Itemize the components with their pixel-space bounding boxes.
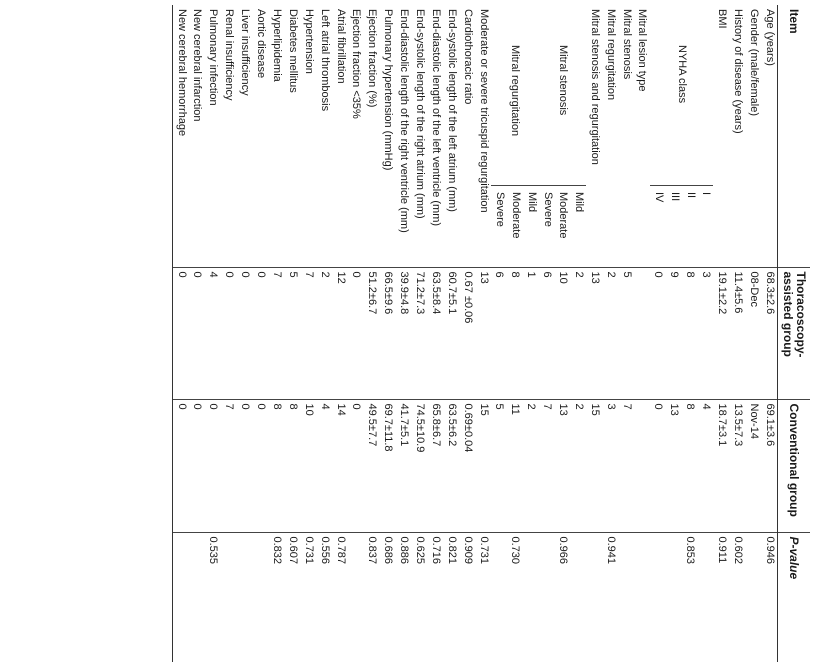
cell-p-value: 0.731 [477, 536, 490, 565]
cell-p-value [539, 532, 555, 662]
row-label: New cerebral hemorrhage [173, 5, 189, 267]
row-label: Atrial fibrillation [332, 5, 348, 267]
row-label: Mitral regurgitation [602, 5, 618, 267]
cell-thoracoscopy: 19.1±2.2 [713, 267, 729, 399]
cell-p-value [523, 532, 539, 662]
cell-p-value [634, 532, 650, 662]
cell-conventional: 5 [491, 399, 507, 532]
cell-p-value: 0.909 [461, 536, 474, 565]
cell-p-value: 0.821 [445, 536, 458, 565]
row-label: Ejection fraction <35% [348, 5, 364, 267]
table-row [316, 5, 332, 662]
table-row [253, 5, 269, 662]
cell-p-value [189, 532, 205, 662]
cell-thoracoscopy: 51.2±6.7 [364, 267, 380, 399]
cell-conventional: 0.69±0.04 [459, 399, 475, 532]
row-label: BMI [713, 5, 729, 267]
row-sublevels [650, 185, 714, 267]
cell-thoracoscopy: 08-Dec [745, 267, 761, 399]
cell-conventional: 7 [539, 399, 555, 532]
cell-conventional: 7 [221, 399, 237, 532]
cell-thoracoscopy: 68.3±2.6 [761, 267, 777, 399]
table-row [300, 5, 316, 662]
cell-p-value: 0.625 [413, 536, 426, 565]
table-row [443, 5, 459, 662]
row-label: Aortic disease [253, 5, 269, 267]
cell-conventional: 74.5±10.9 [412, 399, 428, 532]
cell-p-value [237, 532, 253, 662]
cell-thoracoscopy: 7 [269, 267, 285, 399]
header-p-value: P-value [778, 532, 811, 662]
table-row [284, 5, 300, 662]
table-row [713, 5, 729, 662]
row-label: Cardiothoracic ratio [459, 5, 475, 267]
row-group-label: Mitral stenosis [556, 45, 569, 116]
cell-thoracoscopy: 6 [491, 267, 507, 399]
table-row [570, 5, 586, 662]
row-label: Liver insufficiency [237, 5, 253, 267]
cell-p-value [491, 532, 507, 662]
row-sublevel-label: Moderate [557, 192, 570, 239]
table-row [586, 5, 602, 662]
cell-p-value: 0.886 [398, 536, 411, 565]
row-label: Hypertension [300, 5, 316, 267]
cell-p-value: 0.832 [270, 536, 283, 565]
row-label: Ejection fraction (%) [364, 5, 380, 267]
cell-thoracoscopy: 0 [173, 267, 189, 399]
cell-thoracoscopy: 39.9±4.8 [396, 267, 412, 399]
cell-thoracoscopy: 0 [253, 267, 269, 399]
row-group-label: NYHA class [676, 45, 689, 104]
cell-conventional: 15 [586, 399, 602, 532]
cell-thoracoscopy: 5 [618, 267, 634, 399]
cell-thoracoscopy: 60.7±5.1 [443, 267, 459, 399]
cell-thoracoscopy: 0 [189, 267, 205, 399]
row-sublevel-label: IV [652, 192, 665, 203]
row-label: End-diastolic length of the right ventricle (mm) [396, 5, 412, 267]
cell-p-value [745, 532, 761, 662]
table-body [173, 5, 778, 662]
cell-p-value: 0.853 [684, 536, 697, 565]
row-label: Gender (male/female) [745, 5, 761, 267]
cell-thoracoscopy: 12 [332, 267, 348, 399]
cell-p-value [173, 532, 189, 662]
row-sublevel-label: Mild [573, 192, 586, 213]
cell-thoracoscopy: 13 [586, 267, 602, 399]
cell-conventional: 0 [650, 399, 666, 532]
cell-conventional: 0 [253, 399, 269, 532]
cell-p-value [618, 532, 634, 662]
row-label: Renal insufficiency [221, 5, 237, 267]
cell-p-value: 0.966 [556, 536, 569, 565]
row-label: Hyperlipidemia [269, 5, 285, 267]
cell-conventional: 8 [682, 399, 698, 532]
cell-conventional: 13 [555, 399, 571, 532]
cell-p-value [666, 532, 682, 662]
cell-p-value: 0.941 [604, 536, 617, 565]
table-row [364, 5, 380, 662]
cell-thoracoscopy: 66.5±9.6 [380, 267, 396, 399]
cell-conventional: 18.7±3.1 [713, 399, 729, 532]
table-row [602, 5, 618, 662]
cell-conventional: 0 [173, 399, 189, 532]
cell-p-value: 0.602 [731, 536, 744, 565]
cell-thoracoscopy: 63.5±8.4 [427, 267, 443, 399]
cell-conventional: 65.8±6.7 [427, 399, 443, 532]
cell-conventional: 8 [269, 399, 285, 532]
cell-conventional: 15 [475, 399, 491, 532]
row-label: History of disease (years) [729, 5, 745, 267]
row-label: Left atrial thrombosis [316, 5, 332, 267]
cell-thoracoscopy [634, 267, 650, 399]
cell-thoracoscopy: 10 [555, 267, 571, 399]
table-row [523, 5, 539, 662]
cell-thoracoscopy: 2 [602, 267, 618, 399]
cell-conventional: 2 [523, 399, 539, 532]
table-row [237, 5, 253, 662]
row-sublevel-label: I [700, 192, 713, 196]
nyha-group-cell [650, 5, 714, 267]
cell-p-value [698, 532, 714, 662]
table-row [618, 5, 634, 662]
cell-thoracoscopy: 9 [666, 267, 682, 399]
row-sublevels [491, 185, 539, 267]
table-row [412, 5, 428, 662]
cell-thoracoscopy: 0 [237, 267, 253, 399]
row-sublevel-label: III [668, 192, 681, 202]
table-header-row [778, 5, 811, 662]
cell-p-value [253, 532, 269, 662]
row-label: Mitral stenosis [618, 5, 634, 267]
cell-conventional: Nov-14 [745, 399, 761, 532]
cell-thoracoscopy: 5 [284, 267, 300, 399]
cell-conventional: 0 [189, 399, 205, 532]
row-label: Mitral lesion type [634, 5, 650, 267]
table-row [348, 5, 364, 662]
cell-conventional: 10 [300, 399, 316, 532]
cell-p-value: 0.946 [763, 536, 776, 565]
cell-thoracoscopy: 4 [205, 267, 221, 399]
row-group-label: Mitral regurgitation [509, 45, 522, 137]
cell-conventional: 7 [618, 399, 634, 532]
table-row [459, 5, 475, 662]
cell-p-value: 0.731 [302, 536, 315, 565]
table-row [269, 5, 285, 662]
cell-conventional: 63.5±6.2 [443, 399, 459, 532]
cell-p-value [650, 532, 666, 662]
row-label: End-diastolic length of the left ventricle (mm) [427, 5, 443, 267]
cell-thoracoscopy: 2 [316, 267, 332, 399]
cell-p-value: 0.535 [207, 536, 220, 565]
table-row [745, 5, 761, 662]
row-sublevels [539, 185, 587, 267]
cell-p-value: 0.837 [366, 536, 379, 565]
cell-p-value: 0.607 [286, 536, 299, 565]
cell-conventional: 0 [348, 399, 364, 532]
cell-conventional: 4 [316, 399, 332, 532]
cell-conventional: 11 [507, 399, 523, 532]
cell-thoracoscopy: 2 [570, 267, 586, 399]
cell-thoracoscopy: 0.67 ±0.06 [459, 267, 475, 399]
cell-conventional: 41.7±5.1 [396, 399, 412, 532]
table-row [205, 5, 221, 662]
cell-conventional: 4 [698, 399, 714, 532]
row-label: Moderate or severe tricuspid regurgitation [475, 5, 491, 267]
table-row [396, 5, 412, 662]
cell-thoracoscopy: 6 [539, 267, 555, 399]
cell-thoracoscopy: 13 [475, 267, 491, 399]
cell-p-value: 0.716 [429, 536, 442, 565]
cell-p-value: 0.730 [509, 536, 522, 565]
cell-conventional: 13 [666, 399, 682, 532]
cell-conventional: 49.5±7.7 [364, 399, 380, 532]
cell-conventional: 13.5±7.3 [729, 399, 745, 532]
row-sublevel-label: Severe [541, 192, 554, 227]
header-item: Item [778, 5, 811, 267]
cell-thoracoscopy: 0 [348, 267, 364, 399]
row-label: New cerebral infarction [189, 5, 205, 267]
cell-conventional: 14 [332, 399, 348, 532]
cell-thoracoscopy: 8 [507, 267, 523, 399]
table-row [221, 5, 237, 662]
cell-thoracoscopy: 0 [650, 267, 666, 399]
cell-thoracoscopy: 8 [682, 267, 698, 399]
cell-thoracoscopy: 1 [523, 267, 539, 399]
cell-thoracoscopy: 0 [221, 267, 237, 399]
cell-conventional: 2 [570, 399, 586, 532]
cell-p-value: 0.911 [715, 536, 728, 564]
cell-conventional [634, 399, 650, 532]
cell-thoracoscopy: 3 [698, 267, 714, 399]
row-sublevel-label: Mild [525, 192, 538, 213]
table-row [427, 5, 443, 662]
cell-p-value: 0.787 [334, 536, 347, 565]
cell-p-value: 0.686 [382, 536, 395, 565]
table-row [729, 5, 745, 662]
table-row [475, 5, 491, 662]
table-row [189, 5, 205, 662]
row-sublevel-label: II [684, 192, 697, 199]
header-thoracoscopy-group: Thoracoscopy-assisted group [778, 267, 811, 399]
cell-conventional: 69.1±3.6 [761, 399, 777, 532]
mitral-regurgitation-group-cell [491, 5, 539, 267]
cell-p-value [570, 532, 586, 662]
cell-p-value [221, 532, 237, 662]
cell-p-value [586, 532, 602, 662]
row-label: Pulmonary hypertension (mmHg) [380, 5, 396, 267]
cell-conventional: 8 [284, 399, 300, 532]
cell-p-value [348, 532, 364, 662]
row-sublevel-label: Moderate [509, 192, 522, 239]
cell-thoracoscopy: 7 [300, 267, 316, 399]
table-row [380, 5, 396, 662]
baseline-characteristics-table [172, 5, 810, 662]
table-row [332, 5, 348, 662]
row-sublevel-label: Severe [493, 192, 506, 227]
cell-thoracoscopy: 11.4±5.6 [729, 267, 745, 399]
cell-conventional: 0 [237, 399, 253, 532]
table-row [698, 5, 714, 662]
row-label: End-systolic length of the left atrium (mm) [443, 5, 459, 267]
cell-conventional: 69.7±11.8 [380, 399, 396, 532]
row-label: Pulmonary infection [205, 5, 221, 267]
row-label: Mitral stenosis and regurgitation [586, 5, 602, 267]
mitral-stenosis-group-cell [539, 5, 587, 267]
cell-thoracoscopy: 71.2±7.3 [412, 267, 428, 399]
table-row [634, 5, 650, 662]
cell-conventional: 0 [205, 399, 221, 532]
row-label: Diabetes mellitus [284, 5, 300, 267]
row-label: Age (years) [761, 5, 777, 267]
table-row [173, 5, 189, 662]
cell-conventional: 3 [602, 399, 618, 532]
cell-p-value: 0.556 [318, 536, 331, 565]
row-label: End-systolic length of the right atrium (mm) [412, 5, 428, 267]
table-row [761, 5, 777, 662]
header-conventional-group: Conventional group [778, 399, 811, 532]
